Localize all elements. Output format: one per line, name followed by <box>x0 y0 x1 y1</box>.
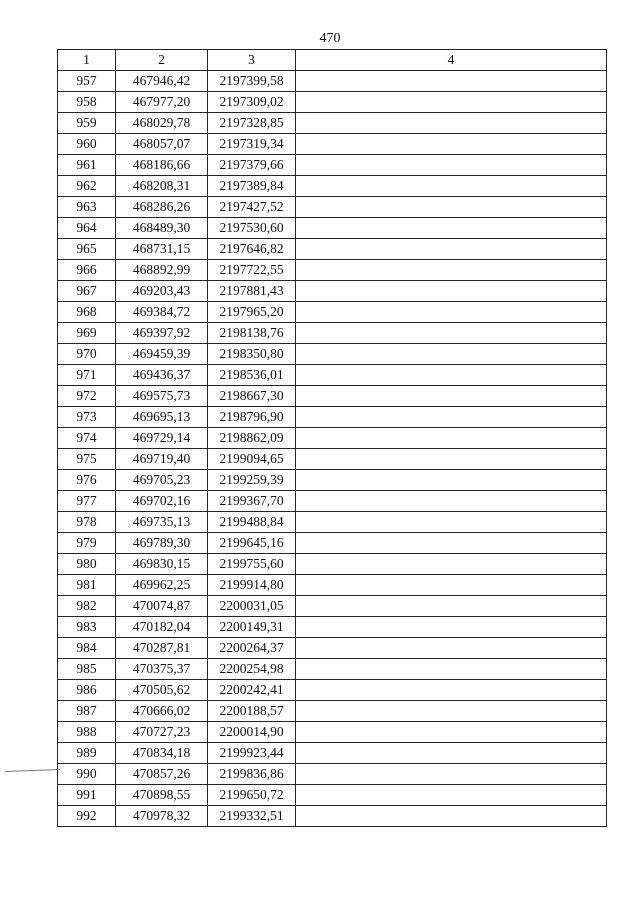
y-coordinate-cell: 2200254,98 <box>208 659 296 680</box>
x-coordinate-cell: 469436,37 <box>116 365 208 386</box>
y-coordinate-cell: 2197309,02 <box>208 92 296 113</box>
y-coordinate-cell: 2197722,55 <box>208 260 296 281</box>
x-coordinate-cell: 469695,13 <box>116 407 208 428</box>
notes-cell <box>296 533 607 554</box>
y-coordinate-cell: 2197399,58 <box>208 71 296 92</box>
coordinates-table <box>57 49 607 827</box>
point-number-cell: 989 <box>58 743 116 764</box>
table-row <box>58 260 607 281</box>
point-number-cell: 962 <box>58 176 116 197</box>
table-row <box>58 533 607 554</box>
notes-cell <box>296 197 607 218</box>
notes-cell <box>296 365 607 386</box>
page-number: 470 <box>319 31 341 46</box>
margin-pen-mark <box>5 769 60 774</box>
y-coordinate-cell: 2198536,01 <box>208 365 296 386</box>
notes-cell <box>296 71 607 92</box>
table-row <box>58 428 607 449</box>
x-coordinate-cell: 468057,07 <box>116 134 208 155</box>
column-header-x: 2 <box>116 50 208 71</box>
x-coordinate-cell: 469397,92 <box>116 323 208 344</box>
x-coordinate-cell: 468892,99 <box>116 260 208 281</box>
y-coordinate-cell: 2199259,39 <box>208 470 296 491</box>
column-header-y: 3 <box>208 50 296 71</box>
y-coordinate-cell: 2198796,90 <box>208 407 296 428</box>
column-header-number: 1 <box>58 50 116 71</box>
table-row <box>58 575 607 596</box>
x-coordinate-cell: 468186,66 <box>116 155 208 176</box>
y-coordinate-cell: 2199488,84 <box>208 512 296 533</box>
point-number-cell: 977 <box>58 491 116 512</box>
y-coordinate-cell: 2199094,65 <box>208 449 296 470</box>
table-row <box>58 281 607 302</box>
table-row <box>58 407 607 428</box>
notes-cell <box>296 638 607 659</box>
table-row <box>58 785 607 806</box>
y-coordinate-cell: 2199367,70 <box>208 491 296 512</box>
notes-cell <box>296 680 607 701</box>
table-row <box>58 512 607 533</box>
y-coordinate-cell: 2200031,05 <box>208 596 296 617</box>
point-number-cell: 959 <box>58 113 116 134</box>
notes-cell <box>296 92 607 113</box>
point-number-cell: 987 <box>58 701 116 722</box>
point-number-cell: 972 <box>58 386 116 407</box>
y-coordinate-cell: 2199755,60 <box>208 554 296 575</box>
notes-cell <box>296 785 607 806</box>
table-row <box>58 344 607 365</box>
x-coordinate-cell: 470666,02 <box>116 701 208 722</box>
y-coordinate-cell: 2199650,72 <box>208 785 296 806</box>
table-row <box>58 365 607 386</box>
x-coordinate-cell: 469735,13 <box>116 512 208 533</box>
x-coordinate-cell: 470287,81 <box>116 638 208 659</box>
point-number-cell: 966 <box>58 260 116 281</box>
notes-cell <box>296 176 607 197</box>
table-row <box>58 71 607 92</box>
y-coordinate-cell: 2198350,80 <box>208 344 296 365</box>
notes-cell <box>296 491 607 512</box>
point-number-cell: 975 <box>58 449 116 470</box>
y-coordinate-cell: 2200242,41 <box>208 680 296 701</box>
x-coordinate-cell: 470978,32 <box>116 806 208 827</box>
table-row <box>58 239 607 260</box>
y-coordinate-cell: 2197881,43 <box>208 281 296 302</box>
table-row <box>58 596 607 617</box>
x-coordinate-cell: 470898,55 <box>116 785 208 806</box>
x-coordinate-cell: 468286,26 <box>116 197 208 218</box>
x-coordinate-cell: 467977,20 <box>116 92 208 113</box>
table-row <box>58 659 607 680</box>
x-coordinate-cell: 468489,30 <box>116 218 208 239</box>
notes-cell <box>296 764 607 785</box>
point-number-cell: 967 <box>58 281 116 302</box>
y-coordinate-cell: 2198862,09 <box>208 428 296 449</box>
notes-cell <box>296 155 607 176</box>
x-coordinate-cell: 470727,23 <box>116 722 208 743</box>
point-number-cell: 965 <box>58 239 116 260</box>
notes-cell <box>296 722 607 743</box>
table-row <box>58 638 607 659</box>
notes-cell <box>296 260 607 281</box>
x-coordinate-cell: 469459,39 <box>116 344 208 365</box>
point-number-cell: 971 <box>58 365 116 386</box>
point-number-cell: 990 <box>58 764 116 785</box>
table-row <box>58 386 607 407</box>
point-number-cell: 978 <box>58 512 116 533</box>
x-coordinate-cell: 470074,87 <box>116 596 208 617</box>
table-row <box>58 92 607 113</box>
y-coordinate-cell: 2199923,44 <box>208 743 296 764</box>
table-row <box>58 470 607 491</box>
y-coordinate-cell: 2197379,66 <box>208 155 296 176</box>
notes-cell <box>296 512 607 533</box>
table-row <box>58 197 607 218</box>
header-row <box>58 50 607 71</box>
table-row <box>58 680 607 701</box>
x-coordinate-cell: 469203,43 <box>116 281 208 302</box>
y-coordinate-cell: 2197389,84 <box>208 176 296 197</box>
x-coordinate-cell: 470834,18 <box>116 743 208 764</box>
x-coordinate-cell: 470857,26 <box>116 764 208 785</box>
x-coordinate-cell: 468029,78 <box>116 113 208 134</box>
point-number-cell: 961 <box>58 155 116 176</box>
x-coordinate-cell: 468208,31 <box>116 176 208 197</box>
y-coordinate-cell: 2197646,82 <box>208 239 296 260</box>
notes-cell <box>296 596 607 617</box>
point-number-cell: 974 <box>58 428 116 449</box>
x-coordinate-cell: 470375,37 <box>116 659 208 680</box>
y-coordinate-cell: 2199914,80 <box>208 575 296 596</box>
point-number-cell: 976 <box>58 470 116 491</box>
table-row <box>58 491 607 512</box>
point-number-cell: 980 <box>58 554 116 575</box>
point-number-cell: 984 <box>58 638 116 659</box>
table-row <box>58 134 607 155</box>
point-number-cell: 963 <box>58 197 116 218</box>
y-coordinate-cell: 2197965,20 <box>208 302 296 323</box>
x-coordinate-cell: 469789,30 <box>116 533 208 554</box>
notes-cell <box>296 386 607 407</box>
notes-cell <box>296 659 607 680</box>
table-row <box>58 302 607 323</box>
table-row <box>58 113 607 134</box>
point-number-cell: 964 <box>58 218 116 239</box>
notes-cell <box>296 428 607 449</box>
y-coordinate-cell: 2198667,30 <box>208 386 296 407</box>
column-header-notes: 4 <box>296 50 607 71</box>
table-row <box>58 323 607 344</box>
notes-cell <box>296 281 607 302</box>
table-row <box>58 701 607 722</box>
table-row <box>58 449 607 470</box>
notes-cell <box>296 470 607 491</box>
notes-cell <box>296 218 607 239</box>
point-number-cell: 969 <box>58 323 116 344</box>
notes-cell <box>296 554 607 575</box>
point-number-cell: 986 <box>58 680 116 701</box>
y-coordinate-cell: 2200264,37 <box>208 638 296 659</box>
notes-cell <box>296 134 607 155</box>
y-coordinate-cell: 2197328,85 <box>208 113 296 134</box>
x-coordinate-cell: 470505,62 <box>116 680 208 701</box>
table-row <box>58 806 607 827</box>
point-number-cell: 957 <box>58 71 116 92</box>
y-coordinate-cell: 2200014,90 <box>208 722 296 743</box>
point-number-cell: 988 <box>58 722 116 743</box>
x-coordinate-cell: 469702,16 <box>116 491 208 512</box>
notes-cell <box>296 449 607 470</box>
y-coordinate-cell: 2199836,86 <box>208 764 296 785</box>
x-coordinate-cell: 468731,15 <box>116 239 208 260</box>
notes-cell <box>296 743 607 764</box>
x-coordinate-cell: 469962,25 <box>116 575 208 596</box>
point-number-cell: 983 <box>58 617 116 638</box>
table-row <box>58 743 607 764</box>
y-coordinate-cell: 2199645,16 <box>208 533 296 554</box>
notes-cell <box>296 575 607 596</box>
x-coordinate-cell: 469830,15 <box>116 554 208 575</box>
notes-cell <box>296 239 607 260</box>
table-row <box>58 218 607 239</box>
point-number-cell: 973 <box>58 407 116 428</box>
table-row <box>58 176 607 197</box>
x-coordinate-cell: 469575,73 <box>116 386 208 407</box>
table-row <box>58 554 607 575</box>
point-number-cell: 960 <box>58 134 116 155</box>
y-coordinate-cell: 2197319,34 <box>208 134 296 155</box>
notes-cell <box>296 113 607 134</box>
point-number-cell: 992 <box>58 806 116 827</box>
point-number-cell: 991 <box>58 785 116 806</box>
notes-cell <box>296 806 607 827</box>
y-coordinate-cell: 2200149,31 <box>208 617 296 638</box>
notes-cell <box>296 701 607 722</box>
notes-cell <box>296 407 607 428</box>
notes-cell <box>296 344 607 365</box>
x-coordinate-cell: 469729,14 <box>116 428 208 449</box>
point-number-cell: 958 <box>58 92 116 113</box>
point-number-cell: 982 <box>58 596 116 617</box>
point-number-cell: 968 <box>58 302 116 323</box>
table-row <box>58 617 607 638</box>
y-coordinate-cell: 2197427,52 <box>208 197 296 218</box>
table-row <box>58 155 607 176</box>
point-number-cell: 985 <box>58 659 116 680</box>
point-number-cell: 970 <box>58 344 116 365</box>
notes-cell <box>296 323 607 344</box>
point-number-cell: 979 <box>58 533 116 554</box>
y-coordinate-cell: 2197530,60 <box>208 218 296 239</box>
x-coordinate-cell: 469384,72 <box>116 302 208 323</box>
table-row <box>58 722 607 743</box>
notes-cell <box>296 617 607 638</box>
notes-cell <box>296 302 607 323</box>
x-coordinate-cell: 469705,23 <box>116 470 208 491</box>
y-coordinate-cell: 2200188,57 <box>208 701 296 722</box>
table-body <box>58 71 607 827</box>
table-row <box>58 764 607 785</box>
point-number-cell: 981 <box>58 575 116 596</box>
y-coordinate-cell: 2199332,51 <box>208 806 296 827</box>
y-coordinate-cell: 2198138,76 <box>208 323 296 344</box>
x-coordinate-cell: 467946,42 <box>116 71 208 92</box>
x-coordinate-cell: 469719,40 <box>116 449 208 470</box>
x-coordinate-cell: 470182,04 <box>116 617 208 638</box>
